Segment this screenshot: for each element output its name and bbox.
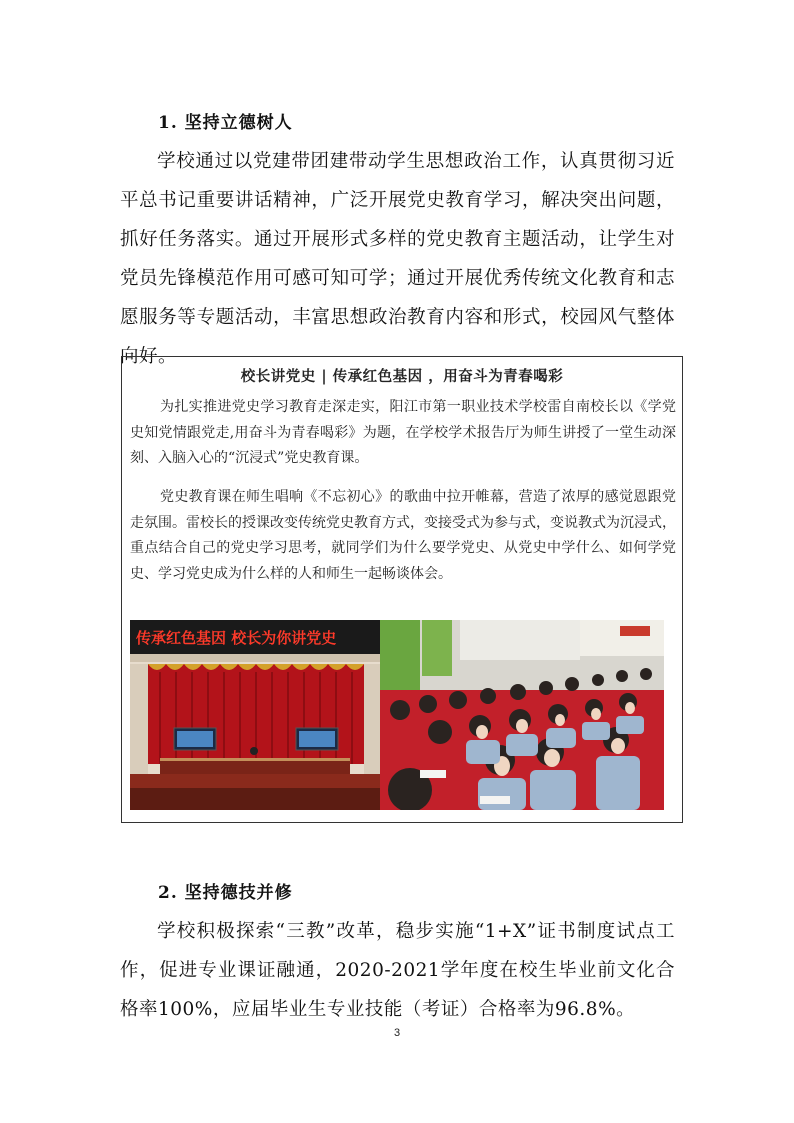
- students-audience-photo: [380, 620, 664, 810]
- page-number: 3: [393, 1027, 401, 1039]
- section2-heading: 2. 坚持德技并修: [158, 883, 293, 903]
- news-box-paragraph-1: 为扎实推进党史学习教育走深走实，阳江市第一职业技术学校雷自南校长以《学党史知党情跟党走,用奋斗为青春喝彩》为题，在学校学术报告厅为师生讲授了一堂生动深刻、入脑入心的“沉浸式”党史教育课。: [130, 399, 676, 466]
- lecture-hall-photo: [130, 620, 380, 810]
- section1-heading: 1. 坚持立德树人: [158, 113, 293, 133]
- news-box: [121, 356, 683, 823]
- section2-paragraph: 学校积极探索“三教”改革，稳步实施“1+X”证书制度试点工作，促进专业课证融通，2020-2021学年度在校生毕业前文化合格率100%，应届毕业生专业技能（考证）合格率为96.8%。: [120, 921, 675, 1020]
- section1-paragraph: 学校通过以党建带团建带动学生思想政治工作，认真贯彻习近平总书记重要讲话精神，广泛开展党史教育学习，解决突出问题，抓好任务落实。通过开展形式多样的党史教育主题活动，让学生对党员先锋模范作用可感可知可学；通过开展优秀传统文化教育和志愿服务等专题活动，丰富思想政治教育内容和形式，校园风气整体向好。: [120, 151, 675, 367]
- news-box-paragraph-2: 党史教育课在师生唱响《不忘初心》的歌曲中拉开帷幕，营造了浓厚的感觉恩跟党走氛围。雷校长的授课改变传统党史教育方式，变接受式为参与式，变说教式为沉浸式，重点结合自己的党史学习思考，就同学们为什么要学党史、从党史中学什么、如何学党史、学习党史成为什么样的人和师生一起畅谈体会。: [130, 489, 676, 582]
- led-banner-text: 传承红色基因 校长为你讲党史: [136, 629, 337, 647]
- news-box-title: 校长讲党史 | 传承红色基因 ，用奋斗为青春喝彩: [240, 368, 564, 385]
